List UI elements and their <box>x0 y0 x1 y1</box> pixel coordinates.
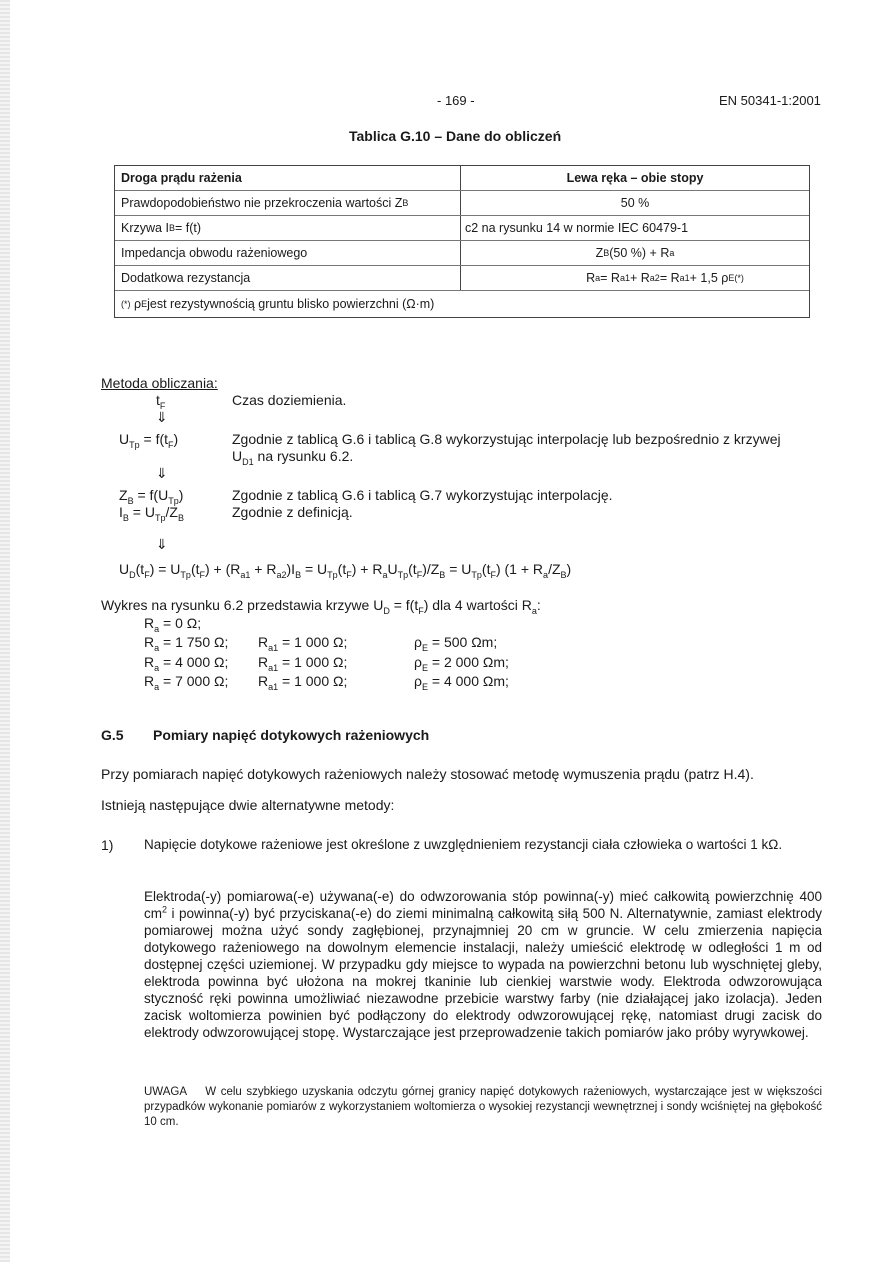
ib-equation: $I_B = U_{Tp}/Z_B$ <box>119 504 184 523</box>
ib-description: Zgodnie z definicją. <box>232 504 353 520</box>
case-rho: $\rho_E = 2$ 000 Ωm; <box>414 654 509 673</box>
table-cell-label: Impedancja obwodu rażeniowego <box>115 241 461 265</box>
data-table <box>114 165 810 318</box>
method-heading: Metoda obliczania: <box>101 375 218 391</box>
utp-description-cont: $U_{D1}$ na rysunku 6.2. <box>232 448 354 467</box>
down-arrow-icon: ⇓ <box>156 536 168 552</box>
table-cell-value: 50 % <box>620 196 650 210</box>
table-cell-label: Dodatkowa rezystancja <box>115 266 461 290</box>
case-ra: $R_a = 0$ Ω; <box>144 615 202 634</box>
case-rho: $\rho_E = 4$ 000 Ωm; <box>414 673 509 692</box>
zb-description: Zgodnie z tablicą G.6 i tablicą G.7 wykorzystując interpolację. <box>232 487 613 503</box>
table-title: Tablica G.10 – Dane do obliczeń <box>349 128 562 144</box>
table-row <box>115 215 809 240</box>
list-item-text: Napięcie dotykowe rażeniowe jest określone z uwzględnieniem rezystancji ciała człowieka o wartości 1 kΩ. <box>144 837 783 852</box>
section-title: Pomiary napięć dotykowych rażeniowych <box>153 727 430 743</box>
scan-edge <box>0 0 10 1262</box>
table-row <box>115 190 809 215</box>
table-cell-value: c2 na rysunku 14 w normie IEC 60479-1 <box>465 221 689 235</box>
table-row <box>115 265 809 290</box>
utp-description: Zgodnie z tablicą G.6 i tablicą G.8 wykorzystując interpolację lub bezpośrednio z krzywej <box>232 431 781 447</box>
table-cell-value: R a = R a1 + R a2 = R a1 + 1,5 ρ E (*) <box>586 271 744 285</box>
table-header-left: Droga prądu rażenia <box>115 166 461 190</box>
chart-intro: Wykres na rysunku 6.2 przedstawia krzywe $U_D = f(t_F)$ dla 4 wartości $R_a$: <box>101 597 541 616</box>
section-number: G.5 <box>101 727 124 743</box>
case-rho: $\rho_E = 500$ Ωm; <box>414 634 498 653</box>
tf-description: Czas doziemienia. <box>232 392 347 408</box>
table-header-right: Lewa ręka – obie stopy <box>566 171 704 185</box>
measurement-paragraph: Elektroda(-y) pomiarowa(-e) używana(-e) do odwzorowania stóp powinna(-y) mieć całkowitą powierzchnię 400 $cm^2$ i powinna(-y) być przyciskana(-e) do ziemi minimalną całkowitą siłą 500 N. Alternatywnie, zamiast elektrody pomiarowej można użyć sondy zagłębionej, przynajmniej 20 cm w gruncie. W celu zmierzenia napięcia dotykowego rażeniowego na dowolnym elemencie instalacji, należy umieścić elektrodę w odległości 1 m od dostępnej części uziemionej. W przypadku gdy miejsce to wypada na powierzchni betonu lub wyschniętej gleby, elektroda powinna być ułożona na mokrej tkaninie lub cienkiej warstwie wody. Elektroda odwzorowująca styczność ręki powinna umożliwiać niezawodne przebicie warstwy farby (nie działającej jako izolacja). Jeden zacisk woltomierza powinien być podłączony do elektrody odwzorowującej rękę, natomiast drugi zacisk do elektrody odwzorowującej stopę. Wystarczające jest przeprowadzenie takich pomiarów jako próby wyrywkowej. <box>144 889 822 1040</box>
down-arrow-icon: ⇓ <box>156 409 168 425</box>
note-text: W celu szybkiego uzyskania odczytu górnej granicy napięć dotykowych rażeniowych, wystarczające jest w większości przypadków wykonanie pomiarów z wykorzystaniem woltomierza o wysokiej rezystancji wewnętrznej i sondy wciśniętej na głębokość 10 cm. <box>144 1086 822 1128</box>
down-arrow-icon: ⇓ <box>156 465 168 481</box>
utp-equation: $U_{Tp} = f(t_F)$ <box>119 431 179 450</box>
list-item-number: 1) <box>101 837 114 853</box>
paragraph: Przy pomiarach napięć dotykowych rażeniowych należy stosować metodę wymuszenia prądu (patrz H.4). <box>101 766 754 782</box>
standard-id: EN 50341-1:2001 <box>719 93 821 108</box>
table-cell-label: Krzywa I B = f(t) <box>115 216 461 240</box>
case-ra1: $R_{a1} = 1$ 000 Ω; <box>258 673 348 692</box>
table-header-row <box>115 166 809 190</box>
case-ra1: $R_{a1} = 1$ 000 Ω; <box>258 654 348 673</box>
tf-symbol: $t_F$ <box>156 392 166 411</box>
case-ra: $R_a = 4$ 000 Ω; <box>144 654 229 673</box>
zb-equation: $Z_B = f(U_{Tp})$ <box>119 487 184 506</box>
case-ra1: $R_{a1} = 1$ 000 Ω; <box>258 634 348 653</box>
note <box>144 1085 822 1130</box>
note-label: UWAGA <box>144 1086 188 1098</box>
case-ra: $R_a = 7$ 000 Ω; <box>144 673 229 692</box>
table-row <box>115 240 809 265</box>
page-number: - 169 - <box>437 93 475 108</box>
table-cell-value: Z B (50 %) + R a <box>595 246 675 260</box>
final-equation: $U_D(t_F) = U_{Tp}(t_F) + (R_{a1} + R_{a2})I_B = U_{Tp}(t_F) + R_aU_{Tp}(t_F)/Z_B = U_{Tp}(t_F) (1 + R_a/Z_B)$ <box>119 561 572 580</box>
paragraph: Istnieją następujące dwie alternatywne metody: <box>101 797 395 813</box>
case-ra: $R_a = 1$ 750 Ω; <box>144 634 229 653</box>
table-cell-label: Prawdopodobieństwo nie przekroczenia wartości Z B <box>115 191 461 215</box>
table-footnote: (*) ρ E jest rezystywnością gruntu blisko powierzchni (Ω·m) <box>115 290 809 317</box>
